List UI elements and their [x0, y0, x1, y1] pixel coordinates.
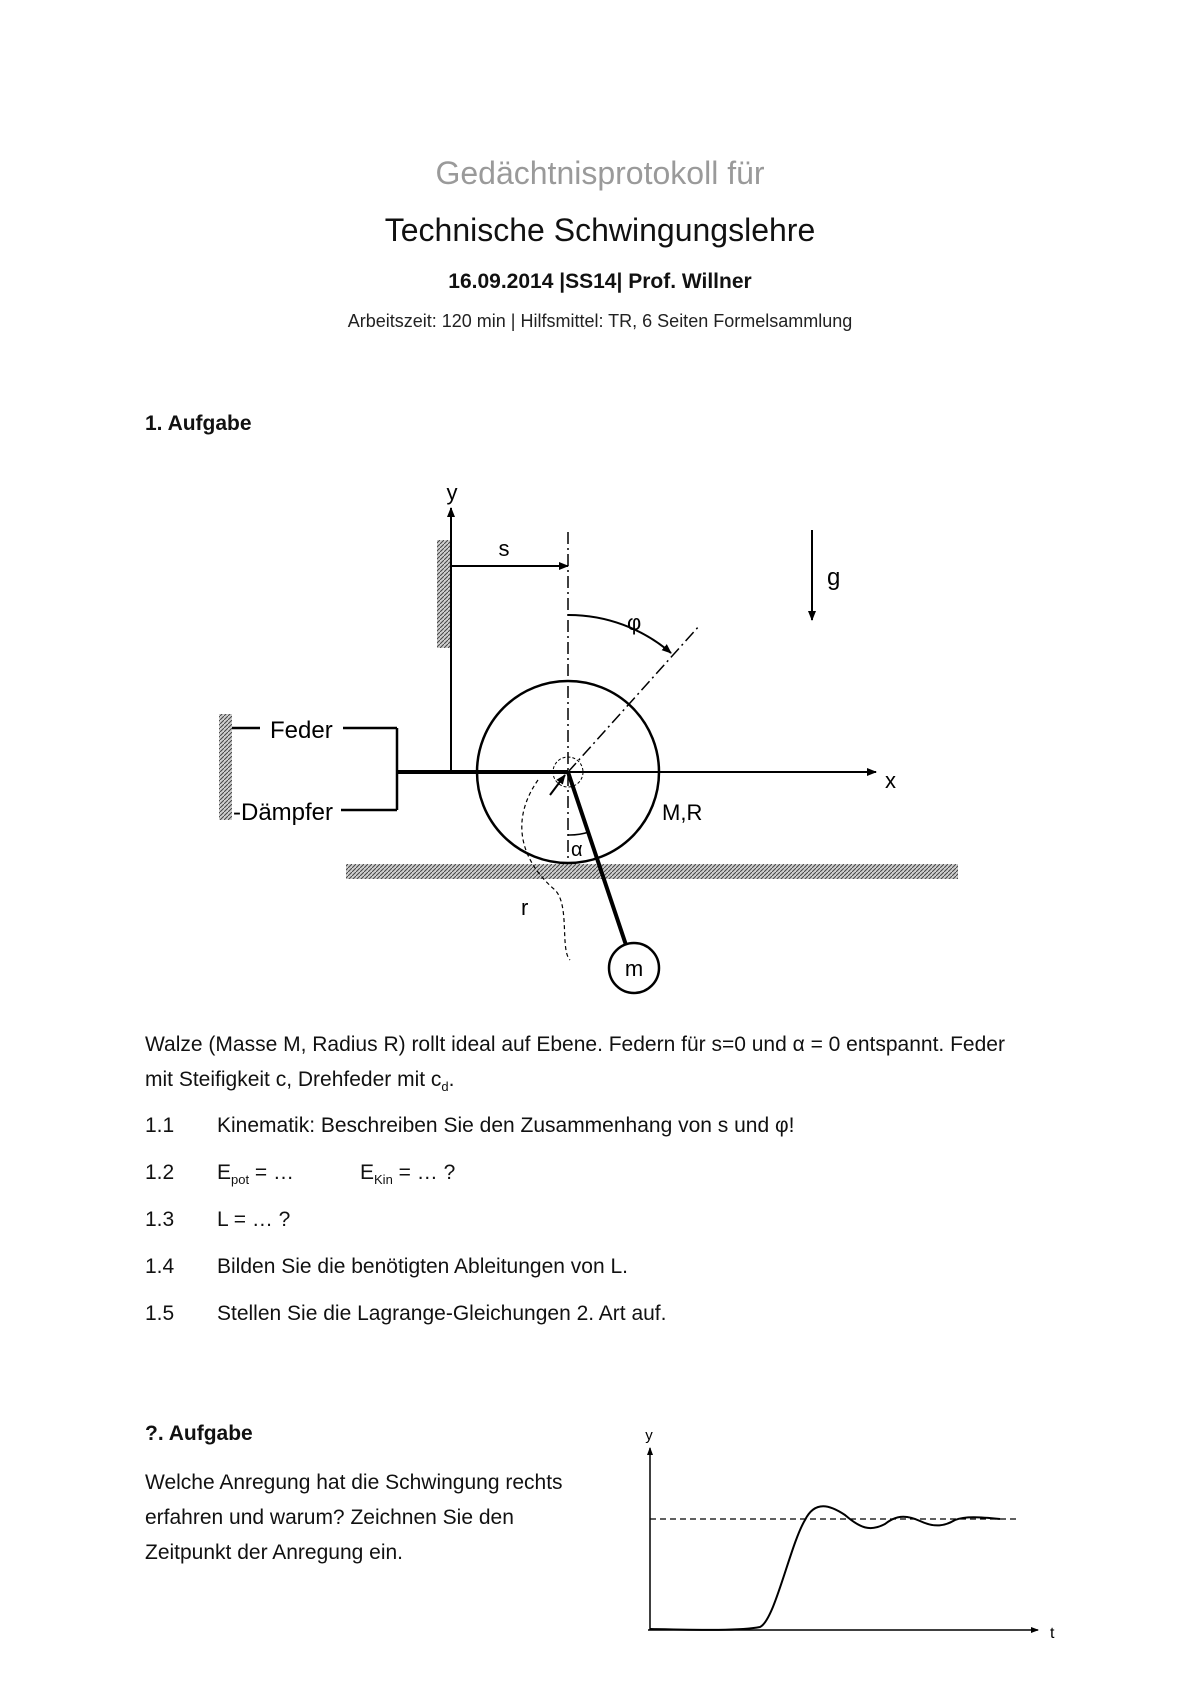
exam-meta: 16.09.2014 |SS14| Prof. Willner [448, 270, 752, 293]
task1-heading: 1. Aufgabe [145, 412, 252, 435]
label-alpha: α [571, 839, 583, 861]
page-title: Technische Schwingungslehre [384, 212, 816, 248]
left-wall [219, 714, 232, 820]
item-text: Bilden Sie die benötigten Ableitungen von L. [217, 1255, 628, 1278]
item-text: Kinematik: Beschreiben Sie den Zusammenhang von s und φ! [217, 1114, 795, 1137]
ground [346, 864, 958, 879]
label-g: g [827, 564, 841, 591]
task2-text: Welche Anregung hat die Schwingung rechts erfahren und warum? Zeichnen Sie den Zeitpunkt der Anregung ein. [145, 1471, 563, 1564]
label-y: y [446, 480, 458, 505]
item-number: 1.3 [145, 1208, 175, 1231]
label-x: x [885, 768, 896, 793]
exam-info: Arbeitszeit: 120 min | Hilfsmittel: TR, 6 Seiten Formelsammlung [347, 311, 853, 331]
plot-label-t: t [1050, 1625, 1055, 1642]
label-daempfer: -Dämpfer [233, 799, 334, 826]
label-phi: φ [627, 610, 642, 635]
pre-title: Gedächtnisprotokoll für [435, 155, 765, 191]
task2-heading: ?. Aufgabe [145, 1422, 253, 1445]
item-energy: $E_{pot}$ = … $E_{Kin}$ = … ? [217, 1161, 456, 1188]
response-plot [630, 1415, 1070, 1645]
item-text: Stellen Sie die Lagrange-Gleichungen 2. Art auf. [217, 1302, 667, 1325]
phi-arc [568, 615, 671, 653]
task1-figure [0, 470, 1200, 1010]
item-number: 1.2 [145, 1161, 175, 1184]
label-m: m [624, 956, 644, 981]
item-number: 1.5 [145, 1302, 175, 1325]
response-curve [650, 1506, 1000, 1630]
plot-label-y: y [645, 1427, 653, 1444]
item-text: L = … ? [217, 1208, 291, 1231]
phi-line [568, 625, 700, 772]
label-s: s [498, 536, 510, 561]
label-mr: M,R [662, 800, 703, 825]
item-number: 1.1 [145, 1114, 175, 1137]
label-feder: Feder [270, 717, 333, 744]
item-number: 1.4 [145, 1255, 175, 1278]
task1-description: Walze (Masse M, Radius R) rollt ideal auf Ebene. Federn für s=0 und α = 0 entspannt. Feder mit Steifigkeit c, Drehfeder mit $c_d$. [145, 1033, 1005, 1095]
label-r: r [521, 895, 529, 920]
upper-wall [437, 540, 450, 648]
